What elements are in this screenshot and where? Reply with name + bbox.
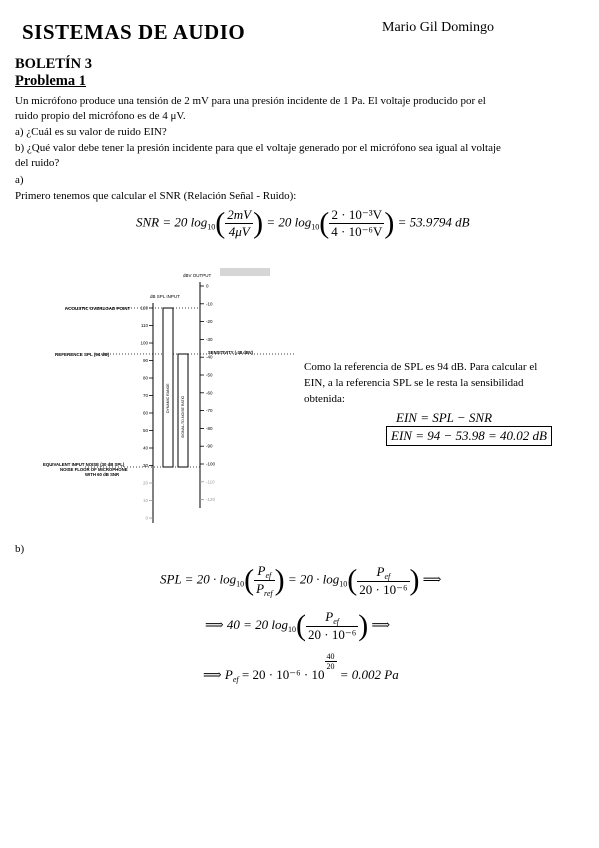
snr-result: = 53.9794 dB [397,214,470,230]
right-tick-label: -80 [206,425,213,431]
left-axis-ticks [140,306,153,521]
left-tick-label: 110 [140,323,148,328]
right-tick-label: -30 [206,336,213,342]
explanation-line-3: obtenida: [304,393,345,405]
left-tick-label: 50 [142,428,148,433]
explanation-line-1: Como la referencia de SPL es 94 dB. Para calcular el [304,361,538,373]
right-tick-label: -70 [206,408,213,414]
right-tick-label: -20 [206,319,213,325]
snr-bar-label: SIGNAL-TO-NOISE RATIO [181,395,185,438]
answer-a-intro: Primero tenemos que calcular el SNR (Relación Señal - Ruido): [15,190,297,202]
statement-line-1: Un micrófono produce una tensión de 2 mV para una presión incidente de 1 Pa. El voltaje producido por el [15,95,486,107]
right-axis-header: dBV OUTPUT [183,273,212,278]
overload-label: ACOUSTIC OVERLOAD POINT [65,306,131,311]
snr-frac1-numerator: 2mV [227,207,252,222]
explanation-line-2: EIN, a la referencia SPL se le resta la sensibilidad [304,377,524,389]
question-b-line-2: del ruido? [15,157,60,169]
snr-frac1-denominator: 4μV [228,224,250,239]
dynamic-range-label: DYNAMIC RANGE [166,383,170,413]
spl-equation-line-2: ⟹ 40 = 20 $\log_{10}$( $\frac{P_{ef}}{\text{20 · 10⁻⁶}}$ ) ⟹ [205,609,391,642]
left-tick-label: 10 [142,498,148,503]
microphone-level-diagram [35,268,295,528]
right-tick-label: -50 [206,372,213,378]
answer-a-label: a) [15,174,24,186]
pef-result: = 0.002 Pa [339,667,399,682]
noise-floor-label: NOISE FLOOR OF MICROPHONE [60,467,128,472]
right-tick-label: 0 [206,283,209,289]
problema-heading: Problema 1 [15,73,87,89]
left-tick-label: 20 [142,480,148,486]
left-tick-label: 70 [142,393,148,398]
right-tick-label: -100 [206,461,216,467]
boletin-heading: BOLETÍN 3 [15,56,92,72]
left-axis-header: dB SPL INPUT [150,294,180,299]
left-tick-label: 60 [142,410,148,416]
left-tick-label: 80 [142,375,148,381]
right-tick-label: -110 [206,479,215,485]
left-tick-label: 40 [142,445,148,451]
left-tick-label: 30 [142,463,148,468]
document-title: SISTEMAS DE AUDIO [22,20,246,44]
snr-frac2-numerator: 2 · 10⁻³V [329,207,384,224]
right-tick-label: -120 [206,497,216,503]
reference-label: REFERENCE SPL (94 dB) [55,352,110,357]
snr-frac2-denominator: 4 · 10⁻⁶V [331,224,383,239]
question-a: a) ¿Cuál es su valor de ruido EIN? [15,126,167,138]
spl-equation-line-1: SPL = $20 \cdot \log_{10}$( $\frac{P_{ef}}{P_{ref}}$ ) = $20 \cdot \log_{10}$( $\frac{P_{ef}}{\text{20 · 10⁻⁶}}$ ) ⟹ [160,563,442,598]
spl-equation-line-3: ⟹ $P_{ef} = 20 \cdot 10^{-6} \cdot 10$ $\frac{40}{20}$ = 0.002 Pa [203,652,399,684]
right-tick-label: -90 [206,443,213,449]
right-tick-label: -10 [206,301,213,307]
sensitivity-label: SENSITIVITY (-38 dBV) [208,350,254,355]
left-tick-label: 90 [142,358,148,363]
ein-result-boxed: EIN = 94 − 53.98 = 40.02 dB [386,426,552,446]
left-tick-label: 120 [140,305,148,311]
snr-60-label: WITH 60 dB SNR [85,472,120,477]
right-tick-label: -60 [206,390,213,396]
question-b-line-1: b) ¿Qué valor debe tener la presión incidente para que el voltaje generado por el micrófono sea igual al voltaje [15,142,501,154]
left-tick-label: 0 [145,515,148,521]
right-axis-ticks [200,284,216,503]
snr-equation: SNR = 20 $\log_{10}$( $\frac{2mV}{4\mu V}$ ) = 20 $\log_{10}$( $\frac{\text{2 · 10⁻³V}}{\text{4 · 10⁻⁶V}}$ ) = 53.9794 dB [136,206,470,240]
image-artifact [220,268,270,276]
author-name: Mario Gil Domingo [382,20,494,35]
ein-formula: EIN = SPL − SNR [396,410,493,425]
statement-line-2: ruido propio del micrófono es de 4 μV. [15,110,186,122]
answer-b-label: b) [15,543,25,555]
right-tick-label: -40 [206,354,213,360]
left-tick-label: 100 [140,340,148,346]
ein-label: EQUIVALENT INPUT NOISE (30 dB SPL) [43,462,125,467]
